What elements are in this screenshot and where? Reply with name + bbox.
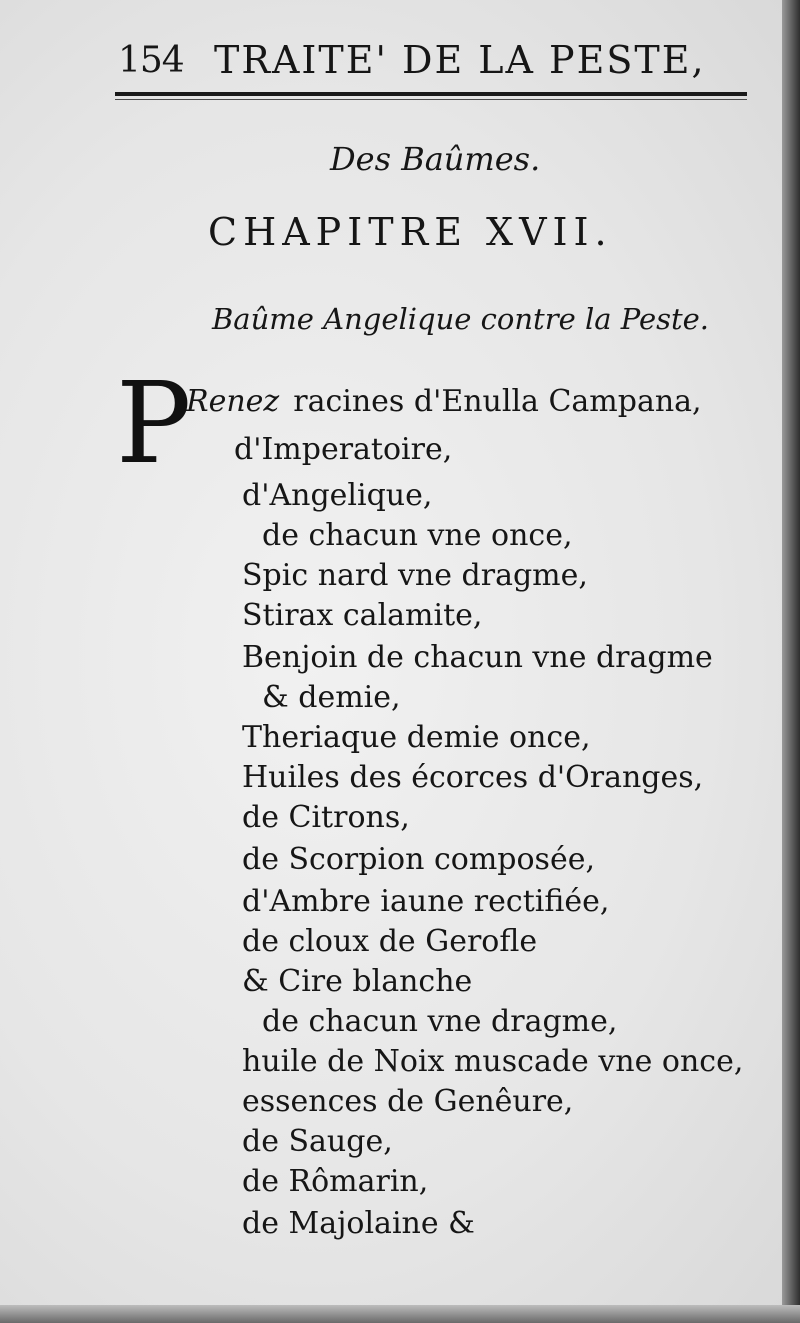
- recipe-line: & Cire blanche: [242, 964, 473, 999]
- first-line: [186, 384, 702, 419]
- header-rule-thin: [115, 99, 747, 100]
- recipe-line: Benjoin de chacun vne dragme: [242, 640, 713, 675]
- header-rule: [115, 92, 747, 96]
- recipe-line: de Majolaine &: [242, 1206, 475, 1241]
- page-header: [118, 34, 748, 84]
- recipe-line: Theriaque demie once,: [242, 720, 591, 755]
- recipe-title: Baûme Angelique contre la Peste.: [212, 302, 710, 336]
- recipe-line: essences de Genêure,: [242, 1084, 574, 1119]
- recipe-line: Huiles des écorces d'Oranges,: [242, 760, 704, 795]
- running-title: TRAITE' DE LA PESTE,: [214, 38, 706, 82]
- recipe-line: de Scorpion composée,: [242, 842, 595, 877]
- recipe-line: d'Angelique,: [242, 478, 433, 513]
- first-line-rest: racines d'Enulla Campana,: [293, 384, 702, 419]
- recipe-line: de cloux de Gerofle: [242, 924, 538, 959]
- recipe-line: de chacun vne once,: [262, 518, 573, 553]
- recipe-line: huile de Noix muscade vne once,: [242, 1044, 744, 1079]
- recipe-line: Spic nard vne dragme,: [242, 558, 588, 593]
- drop-capital: P: [116, 359, 192, 489]
- recipe-line: de chacun vne dragme,: [262, 1004, 618, 1039]
- recipe-line: d'Ambre iaune rectifiée,: [242, 884, 610, 919]
- section-heading: Des Baûmes.: [330, 140, 541, 178]
- page-number: 154: [118, 40, 184, 81]
- recipe-line: de Rômarin,: [242, 1164, 429, 1199]
- book-spine-shadow: [782, 0, 800, 1323]
- page-bottom-shadow: [0, 1305, 800, 1323]
- recipe-line: Stirax calamite,: [242, 598, 483, 633]
- recipe-line: & demie,: [262, 680, 401, 715]
- recipe-line: d'Imperatoire,: [234, 432, 453, 467]
- recipe-line: de Sauge,: [242, 1124, 393, 1159]
- chapter-heading: CHAPITRE XVII.: [208, 210, 613, 254]
- recipe-line: de Citrons,: [242, 800, 410, 835]
- first-line-italic: Renez: [186, 384, 280, 419]
